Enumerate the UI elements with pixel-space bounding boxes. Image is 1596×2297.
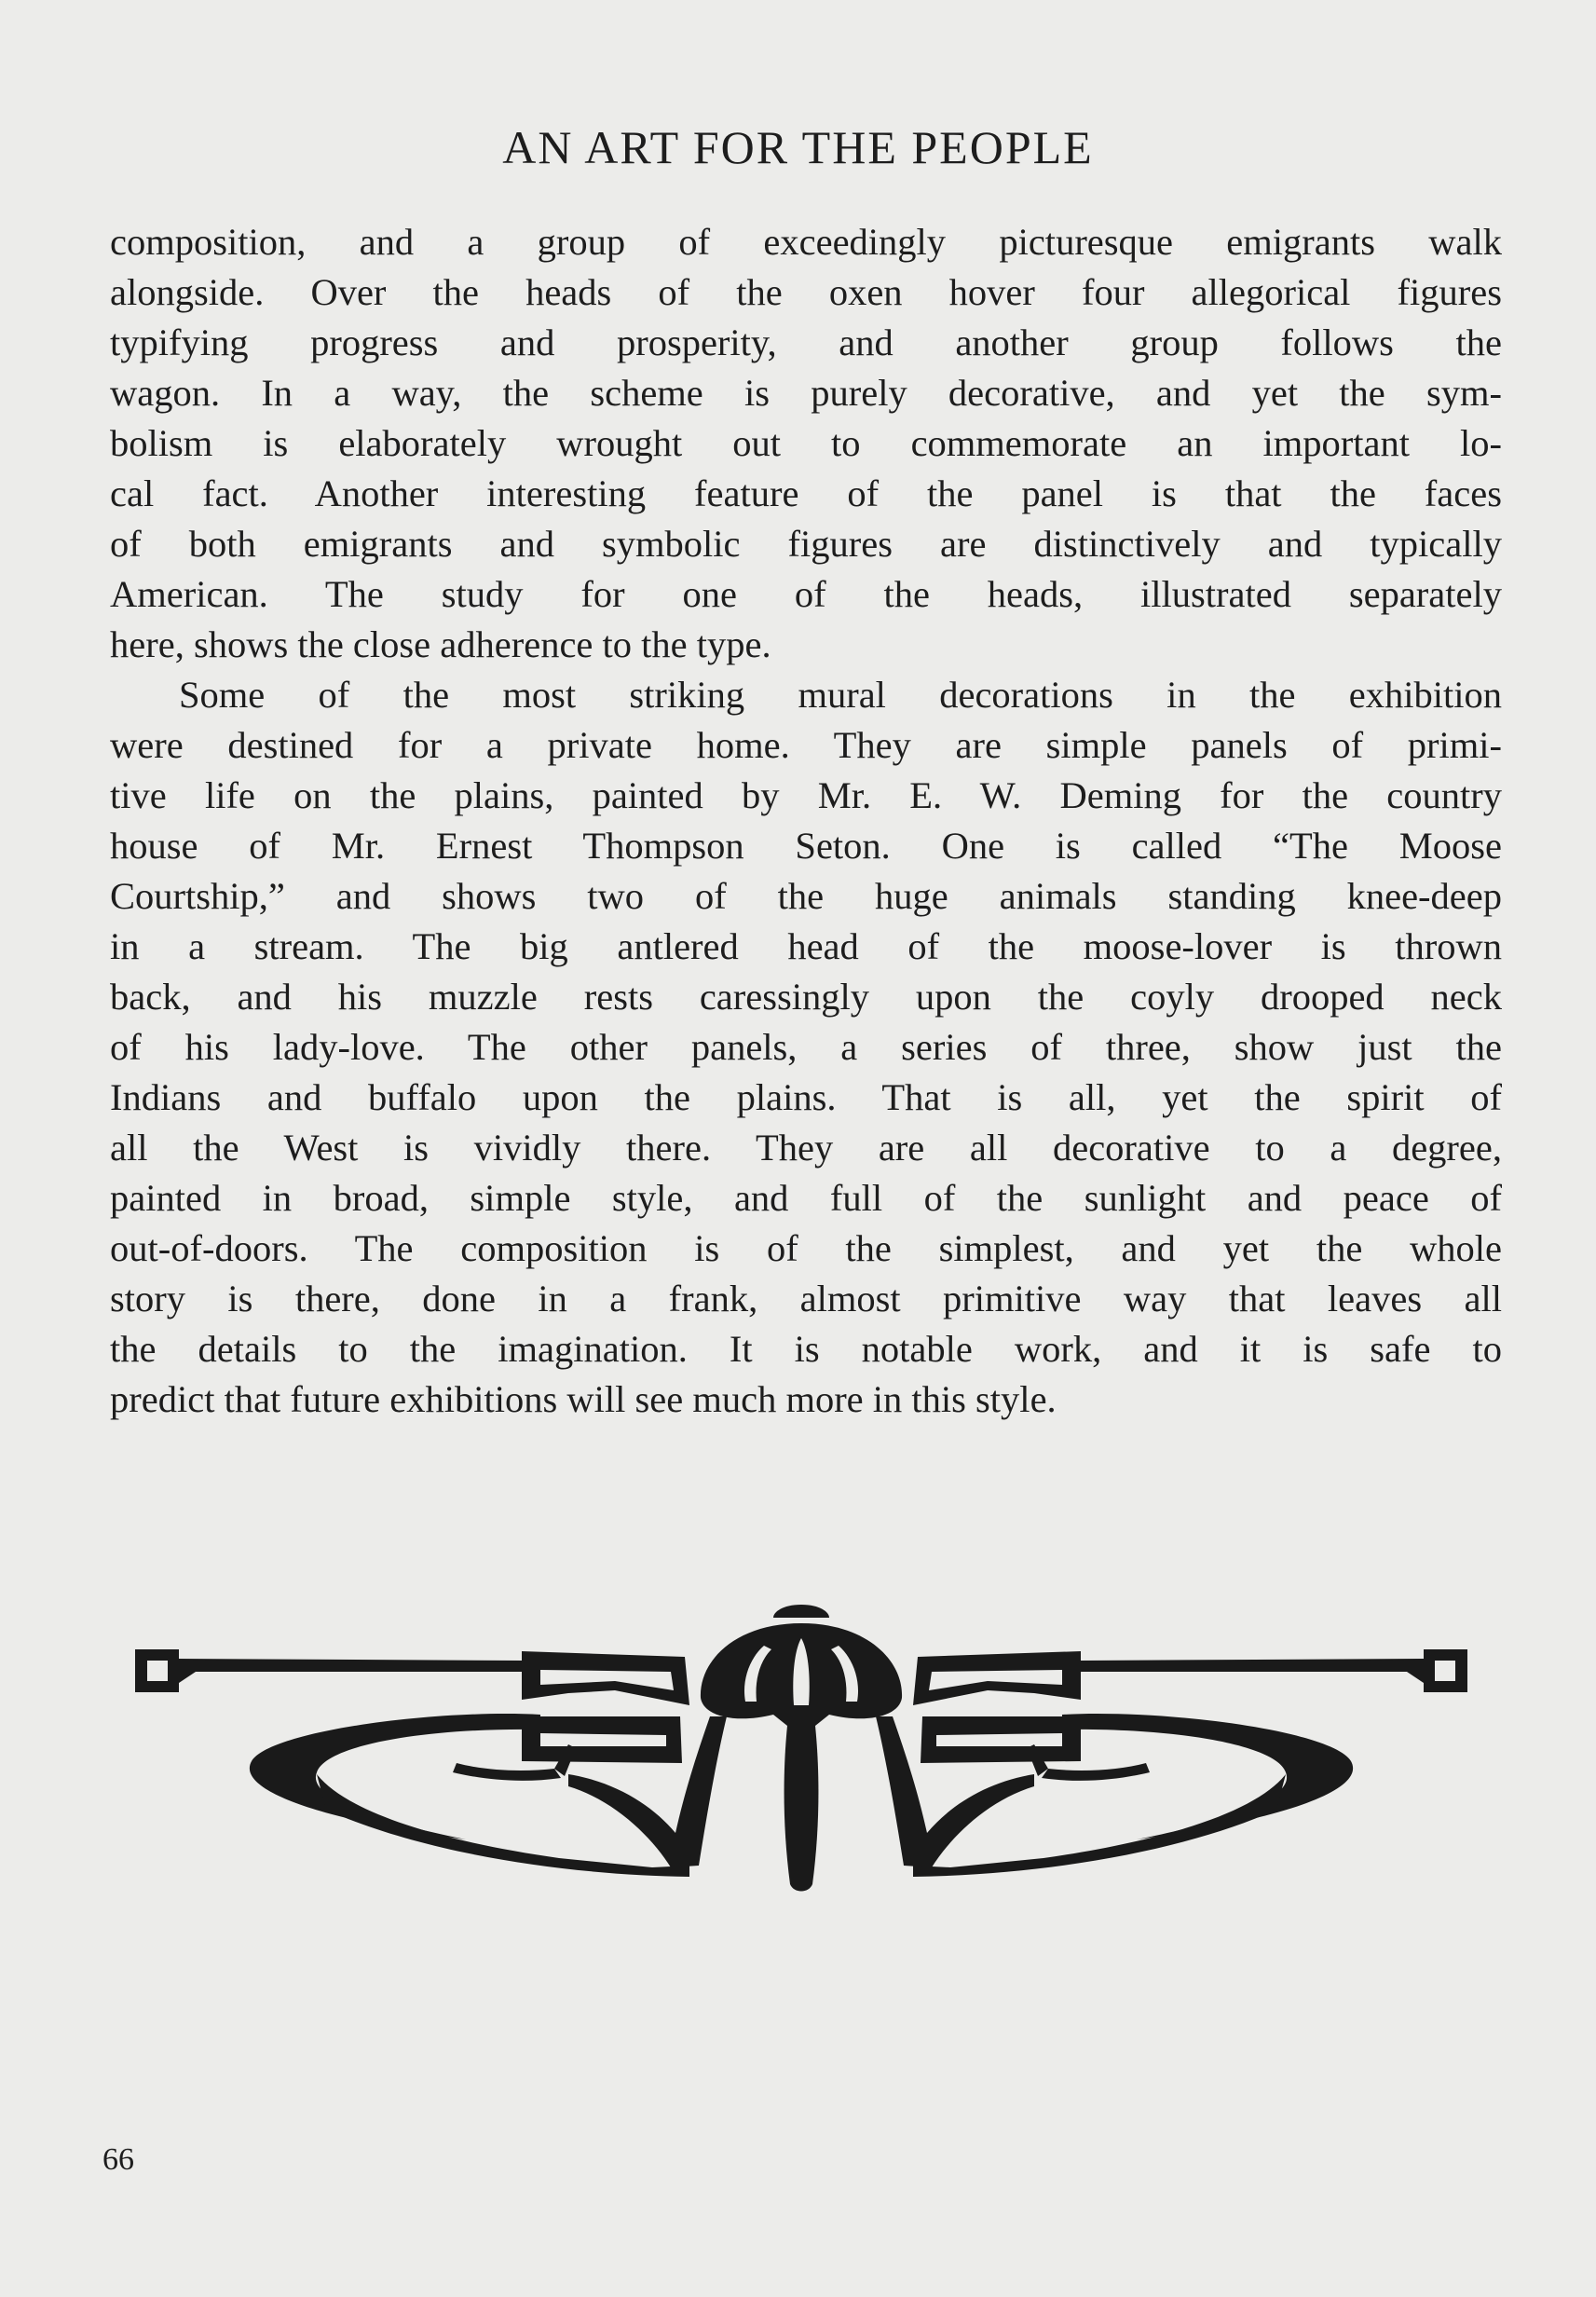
text-line: back, and his muzzle rests caressingly upon the coyly drooped neck [110, 976, 1502, 1018]
text-line: predict that future exhibitions will see much more in this style. [110, 1378, 1057, 1420]
text-line: story is there, done in a frank, almost primitive way that leaves all [110, 1278, 1502, 1319]
text-line: were destined for a private home. They are simple panels of primi- [110, 724, 1502, 766]
text-line: wagon. In a way, the scheme is purely decorative, and yet the sym- [110, 372, 1502, 414]
text-line: composition, and a group of exceedingly picturesque emigrants walk [110, 221, 1502, 263]
text-line: Some of the most striking mural decorations in the exhibition [179, 674, 1502, 716]
text-line: alongside. Over the heads of the oxen hover four allegorical figures [110, 271, 1502, 313]
text-line: house of Mr. Ernest Thompson Seton. One is called “The Moose [110, 825, 1502, 867]
text-line: the details to the imagination. It is notable work, and it is safe to [110, 1328, 1502, 1370]
text-line: out-of-doors. The composition is of the simplest, and yet the whole [110, 1227, 1502, 1269]
text-line: of his lady-love. The other panels, a series of three, show just the [110, 1026, 1502, 1068]
paragraph-2 [110, 670, 1502, 1425]
text-line: Courtship,” and shows two of the huge animals standing knee-deep [110, 875, 1502, 917]
text-line: Indians and buffalo upon the plains. That is all, yet the spirit of [110, 1076, 1502, 1118]
text-line: typifying progress and prosperity, and another group follows the [110, 321, 1502, 363]
text-line: of both emigrants and symbolic figures are distinctively and typically [110, 523, 1502, 565]
text-line: bolism is elaborately wrought out to commemorate an important lo- [110, 422, 1502, 464]
text-line: all the West is vividly there. They are all decorative to a degree, [110, 1127, 1502, 1169]
text-line: here, shows the close adherence to the type. [110, 623, 771, 665]
art-nouveau-tailpiece-ornament-icon [130, 1605, 1472, 1895]
text-line: tive life on the plains, painted by Mr. E. W. Deming for the country [110, 774, 1502, 816]
text-line: in a stream. The big antlered head of the moose-lover is thrown [110, 925, 1502, 967]
text-line: cal fact. Another interesting feature of the panel is that the faces [110, 472, 1502, 514]
text-line: American. The study for one of the heads, illustrated separately [110, 573, 1502, 615]
running-head: AN ART FOR THE PEOPLE [502, 121, 1094, 173]
text-line: painted in broad, simple style, and full of the sunlight and peace of [110, 1177, 1502, 1219]
body-text [110, 217, 1502, 1425]
paragraph-1 [110, 217, 1502, 670]
page-number: 66 [102, 2142, 134, 2177]
